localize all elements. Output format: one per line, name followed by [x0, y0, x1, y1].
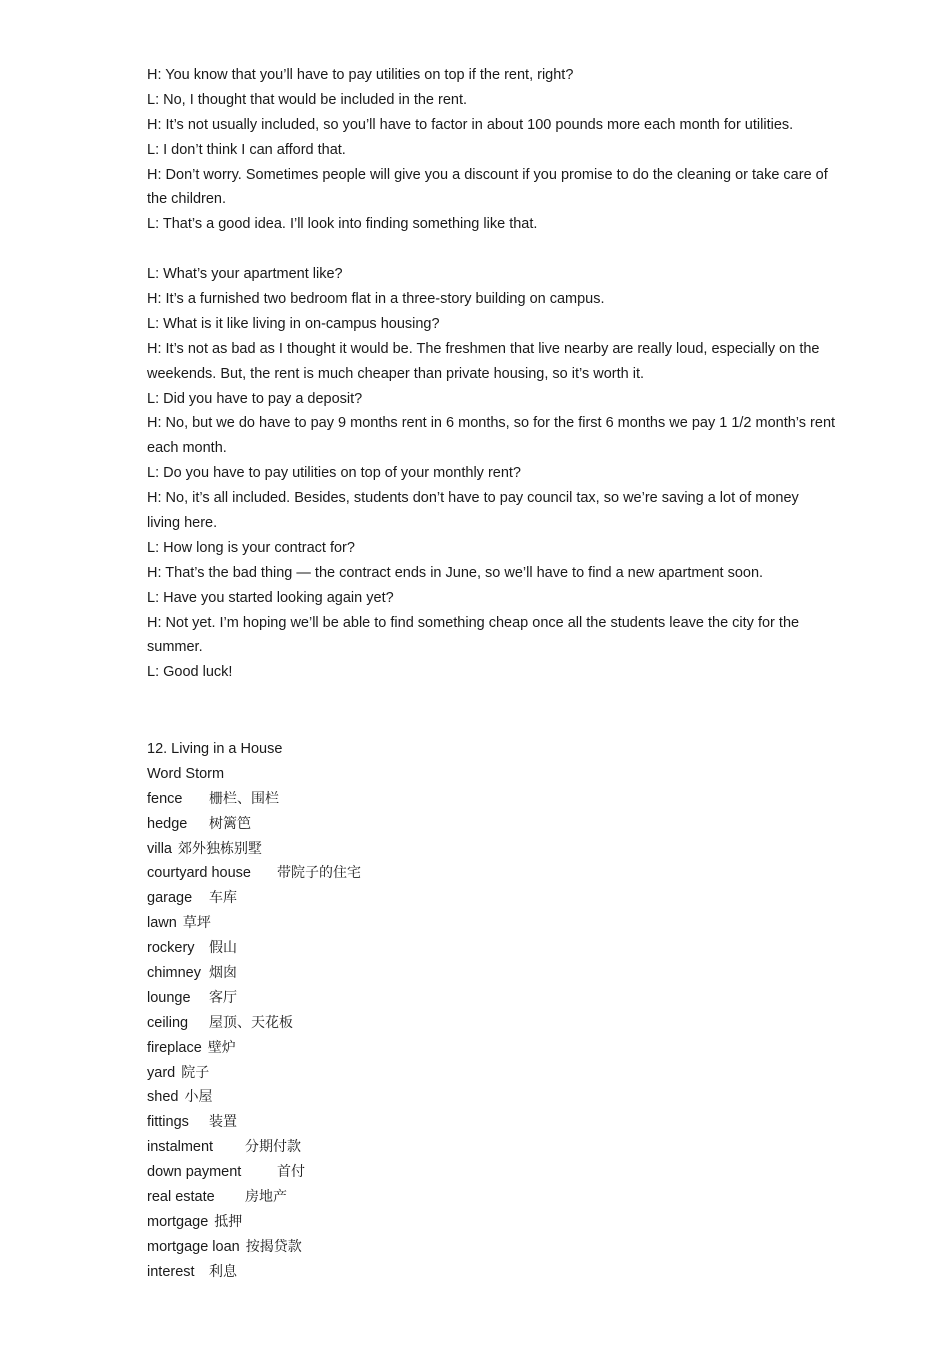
vocab-term: interest	[147, 1263, 195, 1280]
vocab-item	[147, 1160, 747, 1185]
vocab-term: ceiling	[147, 1014, 189, 1031]
vocab-meaning: 分期付款	[245, 1139, 301, 1156]
dialogue-line: each month.	[147, 440, 227, 457]
vocab-meaning: 草坪	[182, 915, 211, 932]
vocab-item	[147, 1110, 747, 1135]
dialogue-line: L: That’s a good idea. I’ll look into finding something like that.	[147, 216, 538, 233]
vocab-term: lounge	[147, 989, 191, 1006]
vocab-item	[147, 936, 747, 961]
dialogue-line: L: Have you started looking again yet?	[147, 589, 394, 606]
vocab-item	[147, 961, 747, 986]
vocab-term: shed	[147, 1089, 179, 1106]
vocab-meaning: 带院子的住宅	[277, 865, 361, 882]
vocab-item	[147, 787, 747, 812]
dialogue-block	[147, 63, 947, 685]
dialogue-line: H: That’s the bad thing — the contract ends in June, so we’ll have to find a new apartment soon.	[147, 564, 764, 581]
vocab-meaning: 装置	[209, 1114, 237, 1131]
vocab-item	[147, 1085, 747, 1110]
dialogue-line: H: It’s not usually included, so you’ll have to factor in about 100 pounds more each month for utilities.	[147, 116, 794, 133]
vocab-meaning: 小屋	[184, 1089, 213, 1106]
vocab-item	[147, 986, 747, 1011]
vocab-meaning: 壁炉	[207, 1039, 236, 1056]
vocab-meaning: 院子	[181, 1064, 210, 1081]
section-title: 12. Living in a House	[147, 741, 283, 757]
vocab-meaning: 抵押	[214, 1213, 243, 1230]
vocab-item	[147, 1185, 747, 1210]
vocab-meaning: 屋顶、天花板	[209, 1014, 293, 1031]
dialogue-line: summer.	[147, 639, 203, 656]
vocab-term: lawn	[147, 915, 177, 932]
vocab-meaning: 假山	[209, 940, 237, 957]
dialogue-line: L: How long is your contract for?	[147, 539, 355, 556]
vocab-term: fence	[147, 790, 183, 807]
vocab-term: courtyard house	[147, 865, 251, 882]
vocab-item	[147, 812, 747, 837]
dialogue-line: L: Did you have to pay a deposit?	[147, 390, 363, 407]
vocab-term: chimney	[147, 965, 201, 982]
vocab-term: fireplace	[147, 1039, 202, 1056]
vocab-term: instalment	[147, 1139, 214, 1156]
dialogue-line: H: No, but we do have to pay 9 months rent in 6 months, so for the first 6 months we pay 1 1/2 month’s rent	[147, 415, 836, 432]
vocab-term: real estate	[147, 1189, 215, 1206]
vocab-term: fittings	[147, 1114, 189, 1131]
vocab-term: mortgage loan	[147, 1238, 240, 1255]
dialogue-gap	[147, 237, 947, 262]
vocab-item	[147, 886, 747, 911]
dialogue-line: L: No, I thought that would be included in the rent.	[147, 91, 468, 108]
vocab-item	[147, 1210, 747, 1235]
dialogue-line: L: What is it like living in on-campus housing?	[147, 315, 440, 332]
vocab-item	[147, 1036, 747, 1061]
dialogue-line: H: You know that you’ll have to pay utilities on top if the rent, right?	[147, 67, 574, 83]
dialogue-line: L: Good luck!	[147, 664, 233, 681]
vocab-meaning: 树篱笆	[209, 815, 251, 832]
dialogue-line: L: Do you have to pay utilities on top of your monthly rent?	[147, 465, 521, 482]
dialogue-line: H: Don’t worry. Sometimes people will give you a discount if you promise to do the cleaning or take care of	[147, 166, 828, 183]
dialogue-line: H: It’s a furnished two bedroom flat in a three-story building on campus.	[147, 291, 605, 308]
vocab-item	[147, 1061, 747, 1086]
section-subtitle: Word Storm	[147, 765, 225, 782]
vocab-item	[147, 911, 747, 936]
vocab-meaning: 首付	[277, 1164, 305, 1181]
vocab-item	[147, 1260, 747, 1285]
vocab-meaning: 房地产	[245, 1189, 287, 1206]
vocab-item	[147, 1011, 747, 1036]
vocab-item	[147, 1135, 747, 1160]
dialogue-line: living here.	[147, 515, 218, 532]
vocab-term: rockery	[147, 940, 195, 957]
vocab-meaning: 利息	[209, 1263, 237, 1280]
dialogue-line: H: No, it’s all included. Besides, students don’t have to pay council tax, so we’re saving a lot of money	[147, 490, 799, 507]
dialogue-line: H: It’s not as bad as I thought it would be. The freshmen that live nearby are really loud, especially on the	[147, 340, 820, 357]
vocab-meaning: 郊外独栋别墅	[177, 840, 262, 857]
vocabulary-section	[147, 737, 747, 1285]
vocab-term: yard	[147, 1064, 176, 1081]
dialogue-line: weekends. But, the rent is much cheaper than private housing, so it’s worth it.	[147, 365, 645, 382]
vocab-term: mortgage	[147, 1213, 209, 1230]
dialogue-line: H: Not yet. I’m hoping we’ll be able to find something cheap once all the students leave the city for the	[147, 614, 800, 631]
vocab-term: hedge	[147, 815, 188, 832]
vocab-meaning: 客厅	[209, 989, 237, 1006]
dialogue-line: the children.	[147, 191, 226, 208]
vocab-meaning: 栅栏、围栏	[209, 790, 279, 807]
vocab-meaning: 车库	[209, 890, 237, 907]
dialogue-line: L: I don’t think I can afford that.	[147, 141, 346, 158]
vocab-meaning: 烟囱	[209, 965, 237, 982]
vocab-item	[147, 837, 747, 862]
dialogue-line: L: What’s your apartment like?	[147, 266, 343, 283]
vocab-item	[147, 1235, 747, 1260]
vocab-term: garage	[147, 890, 193, 907]
vocab-item	[147, 861, 747, 886]
vocab-term: villa	[147, 840, 172, 857]
vocab-meaning: 按揭贷款	[245, 1238, 302, 1255]
vocab-term: down payment	[147, 1164, 242, 1181]
